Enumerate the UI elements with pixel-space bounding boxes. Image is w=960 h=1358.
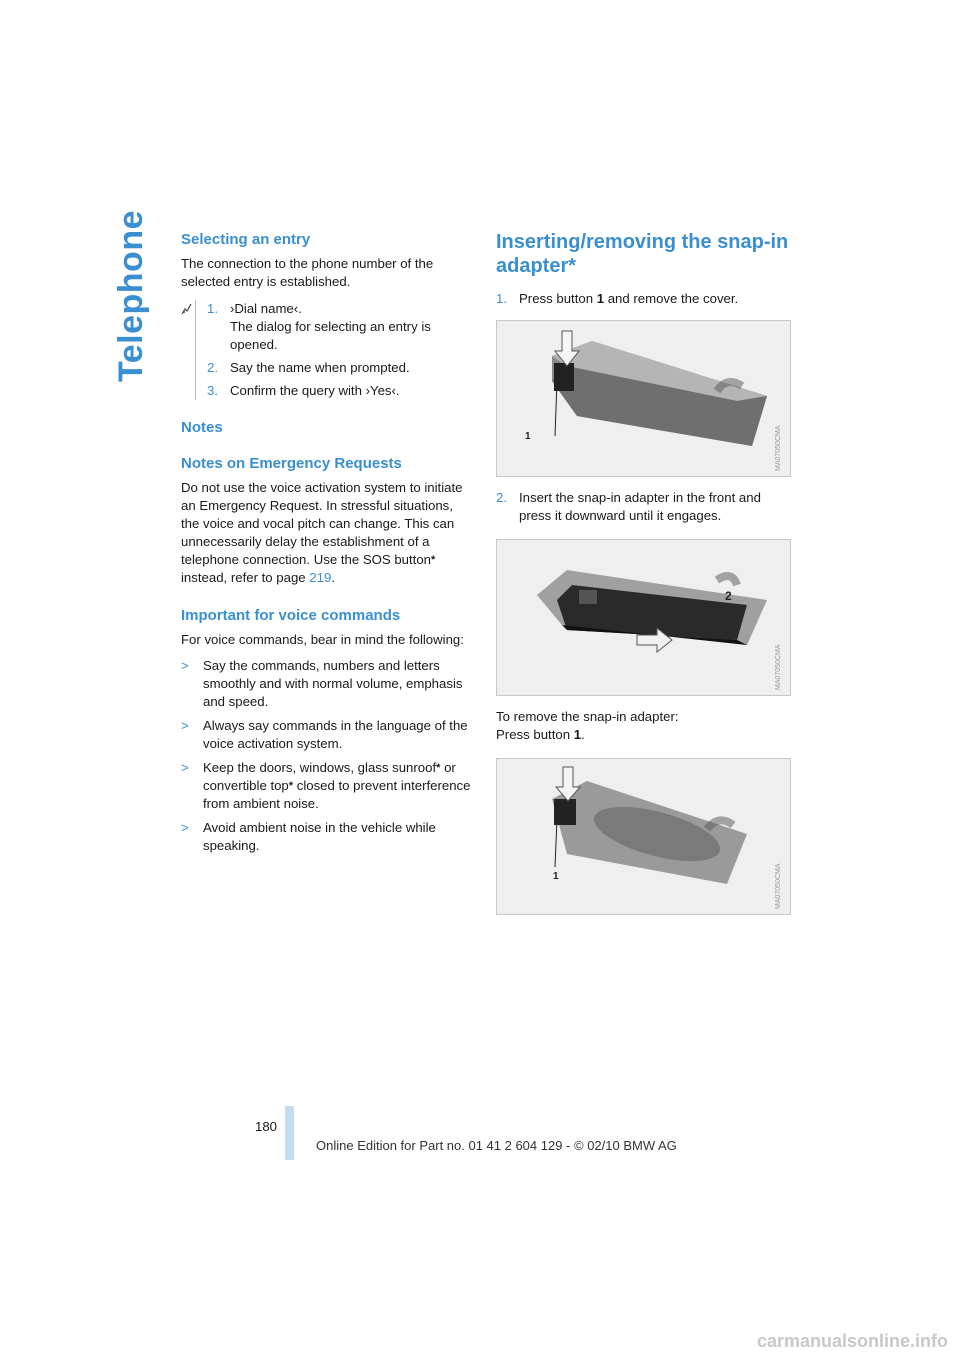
option-star-icon: * xyxy=(436,762,441,774)
emergency-text-part2: instead, refer to page xyxy=(181,570,310,585)
snap-step-1 xyxy=(496,290,796,308)
press-a: Press button xyxy=(496,727,574,742)
step-text: Say the name when prompted. xyxy=(230,360,410,375)
emergency-heading: Notes on Emergency Requests xyxy=(181,455,402,472)
edition-footer: Online Edition for Part no. 01 41 2 604 129 - © 02/10 BMW AG xyxy=(316,1138,677,1153)
bullet-text: Avoid ambient noise in the vehicle while speaking. xyxy=(203,820,436,853)
bullet3-part1: Keep the doors, windows, glass sunroof xyxy=(203,760,437,775)
step-number: 2. xyxy=(207,360,218,375)
step1-a: Press button xyxy=(519,291,597,306)
bullet-text xyxy=(203,759,473,813)
snap-in-heading xyxy=(496,230,796,278)
bullet-item xyxy=(181,657,473,711)
press-button-ref: 1 xyxy=(573,727,582,742)
snap-adapter-figure-1 xyxy=(496,320,791,477)
right-column xyxy=(496,230,796,915)
snap-adapter-illustration-2 xyxy=(497,540,790,695)
bullet-item xyxy=(181,819,473,855)
press-button-text xyxy=(496,726,796,744)
option-star-icon: * xyxy=(568,255,577,277)
bullet-marker: > xyxy=(181,820,189,835)
step-1-command: ›Dial name‹. xyxy=(230,301,302,316)
bullet-text: Say the commands, numbers and letters smoothly and with normal volume, emphasis and speed. xyxy=(203,658,463,709)
step-text xyxy=(519,290,738,308)
footer-accent-bar xyxy=(285,1106,294,1160)
step-number: 1. xyxy=(496,291,507,306)
bullet3-part2: or convertible top xyxy=(203,760,456,793)
step-number: 3. xyxy=(207,383,218,398)
remove-text: To remove the snap-in adapter: xyxy=(496,709,679,724)
bullet-item xyxy=(181,717,473,753)
emergency-text xyxy=(181,479,473,587)
notes-heading: Notes xyxy=(181,419,223,436)
important-text: For voice commands, bear in mind the following: xyxy=(181,632,464,647)
bullet-text: Always say commands in the language of the voice activation system. xyxy=(203,718,468,751)
emergency-text-part1: Do not use the voice activation system to initiate an Emergency Request. In stressful situations, the voice and vocal pitch can change. This can unnecessarily delay the establishment of a telephone connection. Use the SOS button xyxy=(181,480,463,567)
section-title-vertical xyxy=(112,210,152,382)
figure-2-label: 2 xyxy=(725,589,732,603)
figure-3-code: MA07050CMA xyxy=(775,863,782,909)
step-number: 1. xyxy=(207,301,218,316)
section-title-text: Telephone xyxy=(112,210,150,382)
bullet-marker: > xyxy=(181,760,189,775)
voice-command-steps xyxy=(181,300,473,400)
bullet3-part3: closed to prevent interference from ambient noise. xyxy=(203,778,471,811)
bullet-marker: > xyxy=(181,658,189,673)
site-watermark: carmanualsonline.info xyxy=(756,1331,948,1351)
step-1-sub: The dialog for selecting an entry is opened. xyxy=(230,319,431,352)
snap-adapter-illustration-1 xyxy=(497,321,790,476)
voice-step-2 xyxy=(207,359,473,377)
important-heading: Important for voice commands xyxy=(181,607,401,624)
snap-adapter-figure-2 xyxy=(496,539,791,696)
page-reference-link[interactable]: 219 xyxy=(309,570,332,585)
voice-box-divider xyxy=(195,300,196,400)
step-text: Confirm the query with ›Yes‹. xyxy=(230,383,400,398)
bullet-item xyxy=(181,759,473,813)
step-number: 2. xyxy=(496,490,507,505)
step1-c: and remove the cover. xyxy=(604,291,739,306)
voice-step-1 xyxy=(207,300,473,354)
snap-adapter-illustration-3 xyxy=(497,759,790,914)
voice-command-icon xyxy=(181,303,193,315)
step1-button-ref: 1 xyxy=(596,291,605,306)
selecting-entry-heading: Selecting an entry xyxy=(181,231,311,248)
page-number: 180 xyxy=(255,1119,278,1134)
figure-1-code: MA07050CMA xyxy=(775,425,782,471)
option-star-icon: * xyxy=(431,554,436,566)
voice-step-3 xyxy=(207,382,473,400)
snap-step-2 xyxy=(496,489,796,525)
selecting-entry-text: The connection to the phone number of the selected entry is established. xyxy=(181,256,434,289)
figure-1-label: 1 xyxy=(525,431,531,442)
emergency-text-part3: . xyxy=(331,570,335,585)
bullet-marker: > xyxy=(181,718,189,733)
left-column xyxy=(181,230,473,861)
option-star-icon: * xyxy=(288,780,294,792)
snap-adapter-figure-3 xyxy=(496,758,791,915)
figure-3-label: 1 xyxy=(553,871,559,882)
step-text: Insert the snap-in adapter in the front and press it downward until it engages. xyxy=(519,490,761,523)
figure-2-code: MA07050CMA xyxy=(775,644,782,690)
step-text xyxy=(230,300,473,354)
press-c: . xyxy=(581,727,585,742)
snap-in-heading-text: Inserting/removing the snap-in adapter xyxy=(496,231,789,277)
